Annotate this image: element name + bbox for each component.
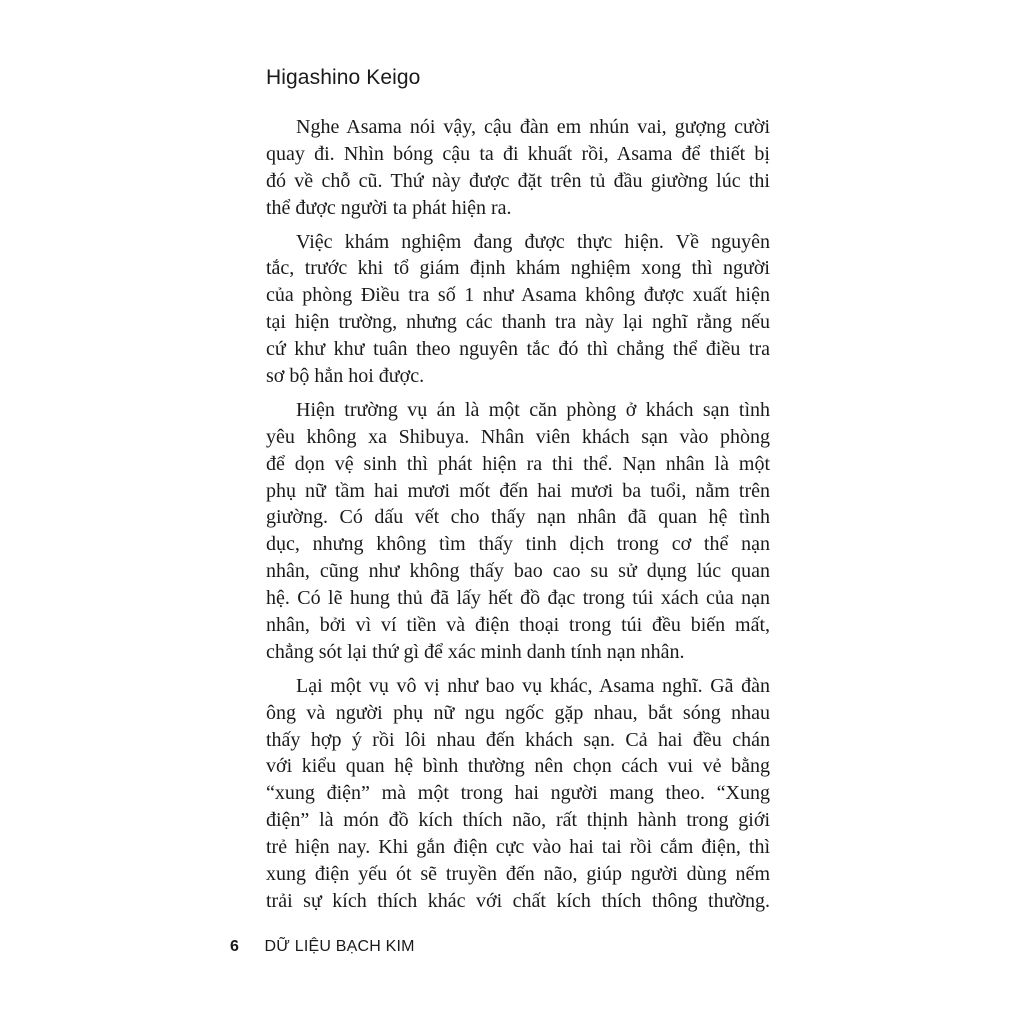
text-line: nhân, cũng như không thấy bao cao su sử dụng lúc quan: [266, 560, 770, 583]
text-line: phụ nữ tầm hai mươi mốt đến hai mươi ba tuổi, nằm trên: [266, 479, 770, 502]
text-line: tại hiện trường, nhưng các thanh tra này lại nghĩ rằng nếu: [266, 311, 770, 334]
text-line: thể được người ta phát hiện ra.: [266, 196, 512, 219]
text-line: điện” là món đồ kích thích não, rất thịnh hành trong giới: [266, 809, 770, 832]
text-line: Nghe Asama nói vậy, cậu đàn em nhún vai, gượng cười: [296, 116, 770, 138]
paragraph-1: [266, 114, 770, 222]
text-line: sơ bộ hẳn hoi được.: [266, 365, 425, 388]
text-line: Lại một vụ vô vị như bao vụ khác, Asama nghĩ. Gã đàn: [296, 674, 770, 697]
text-line: Hiện trường vụ án là một căn phòng ở khách sạn tình: [296, 398, 770, 421]
book-title: DỮ LIỆU BẠCH KIM: [264, 938, 415, 955]
text-line: trẻ hiện nay. Khi gắn điện cực vào hai tai rồi cắm điện, thì: [266, 836, 770, 859]
text-line: giường. Có dấu vết cho thấy nạn nhân đã quan hệ tình: [266, 506, 770, 529]
text-line: quay đi. Nhìn bóng cậu ta đi khuất rồi, Asama để thiết bị: [266, 142, 770, 165]
text-line: hệ. Có lẽ hung thủ đã lấy hết đồ đạc trong túi xách của nạn: [266, 587, 770, 610]
text-line: thấy hợp ý rồi lôi nhau đến khách sạn. Cả hai đều chán: [266, 728, 770, 751]
page-footer: [230, 938, 415, 956]
text-line: để dọn vệ sinh thì phát hiện ra thi thể. Nạn nhân là một: [266, 452, 770, 475]
text-line: chẳng sót lại thứ gì để xác minh danh tính nạn nhân.: [266, 640, 685, 663]
text-line: trải sự kích thích khác với chất kích thích thông thường.: [266, 889, 770, 912]
text-line: đó về chỗ cũ. Thứ này được đặt trên tủ đầu giường lúc thi: [266, 169, 770, 192]
text-line: ông và người phụ nữ ngu ngốc gặp nhau, bắt sóng nhau: [266, 701, 770, 724]
text-line: nhân, bởi vì ví tiền và điện thoại trong túi đều biến mất,: [266, 614, 770, 637]
paragraph-4: [266, 673, 770, 915]
text-line: cứ khư khư tuân theo nguyên tắc đó thì chẳng thể điều tra: [266, 338, 770, 361]
text-line: tắc, trước khi tổ giám định khám nghiệm xong thì người: [266, 257, 770, 280]
paragraph-3: [266, 397, 770, 666]
text-line: dục, nhưng không tìm thấy tinh dịch trong cơ thể nạn: [266, 533, 770, 556]
running-head-author: Higashino Keigo: [266, 66, 421, 89]
paragraph-2: [266, 229, 770, 390]
text-line: xung điện yếu ót sẽ truyền đến não, giúp người dùng nếm: [266, 863, 770, 886]
text-line: “xung điện” mà một trong hai người mang theo. “Xung: [266, 782, 770, 805]
text-line: với kiểu quan hệ bình thường nên chọn cách vui vẻ bằng: [266, 755, 770, 778]
text-line: yêu không xa Shibuya. Nhân viên khách sạn vào phòng: [266, 425, 770, 448]
text-line: Việc khám nghiệm đang được thực hiện. Về nguyên: [296, 230, 770, 253]
text-line: của phòng Điều tra số 1 như Asama không được xuất hiện: [266, 284, 770, 307]
page-number: 6: [230, 938, 239, 955]
body-text: [266, 114, 770, 922]
